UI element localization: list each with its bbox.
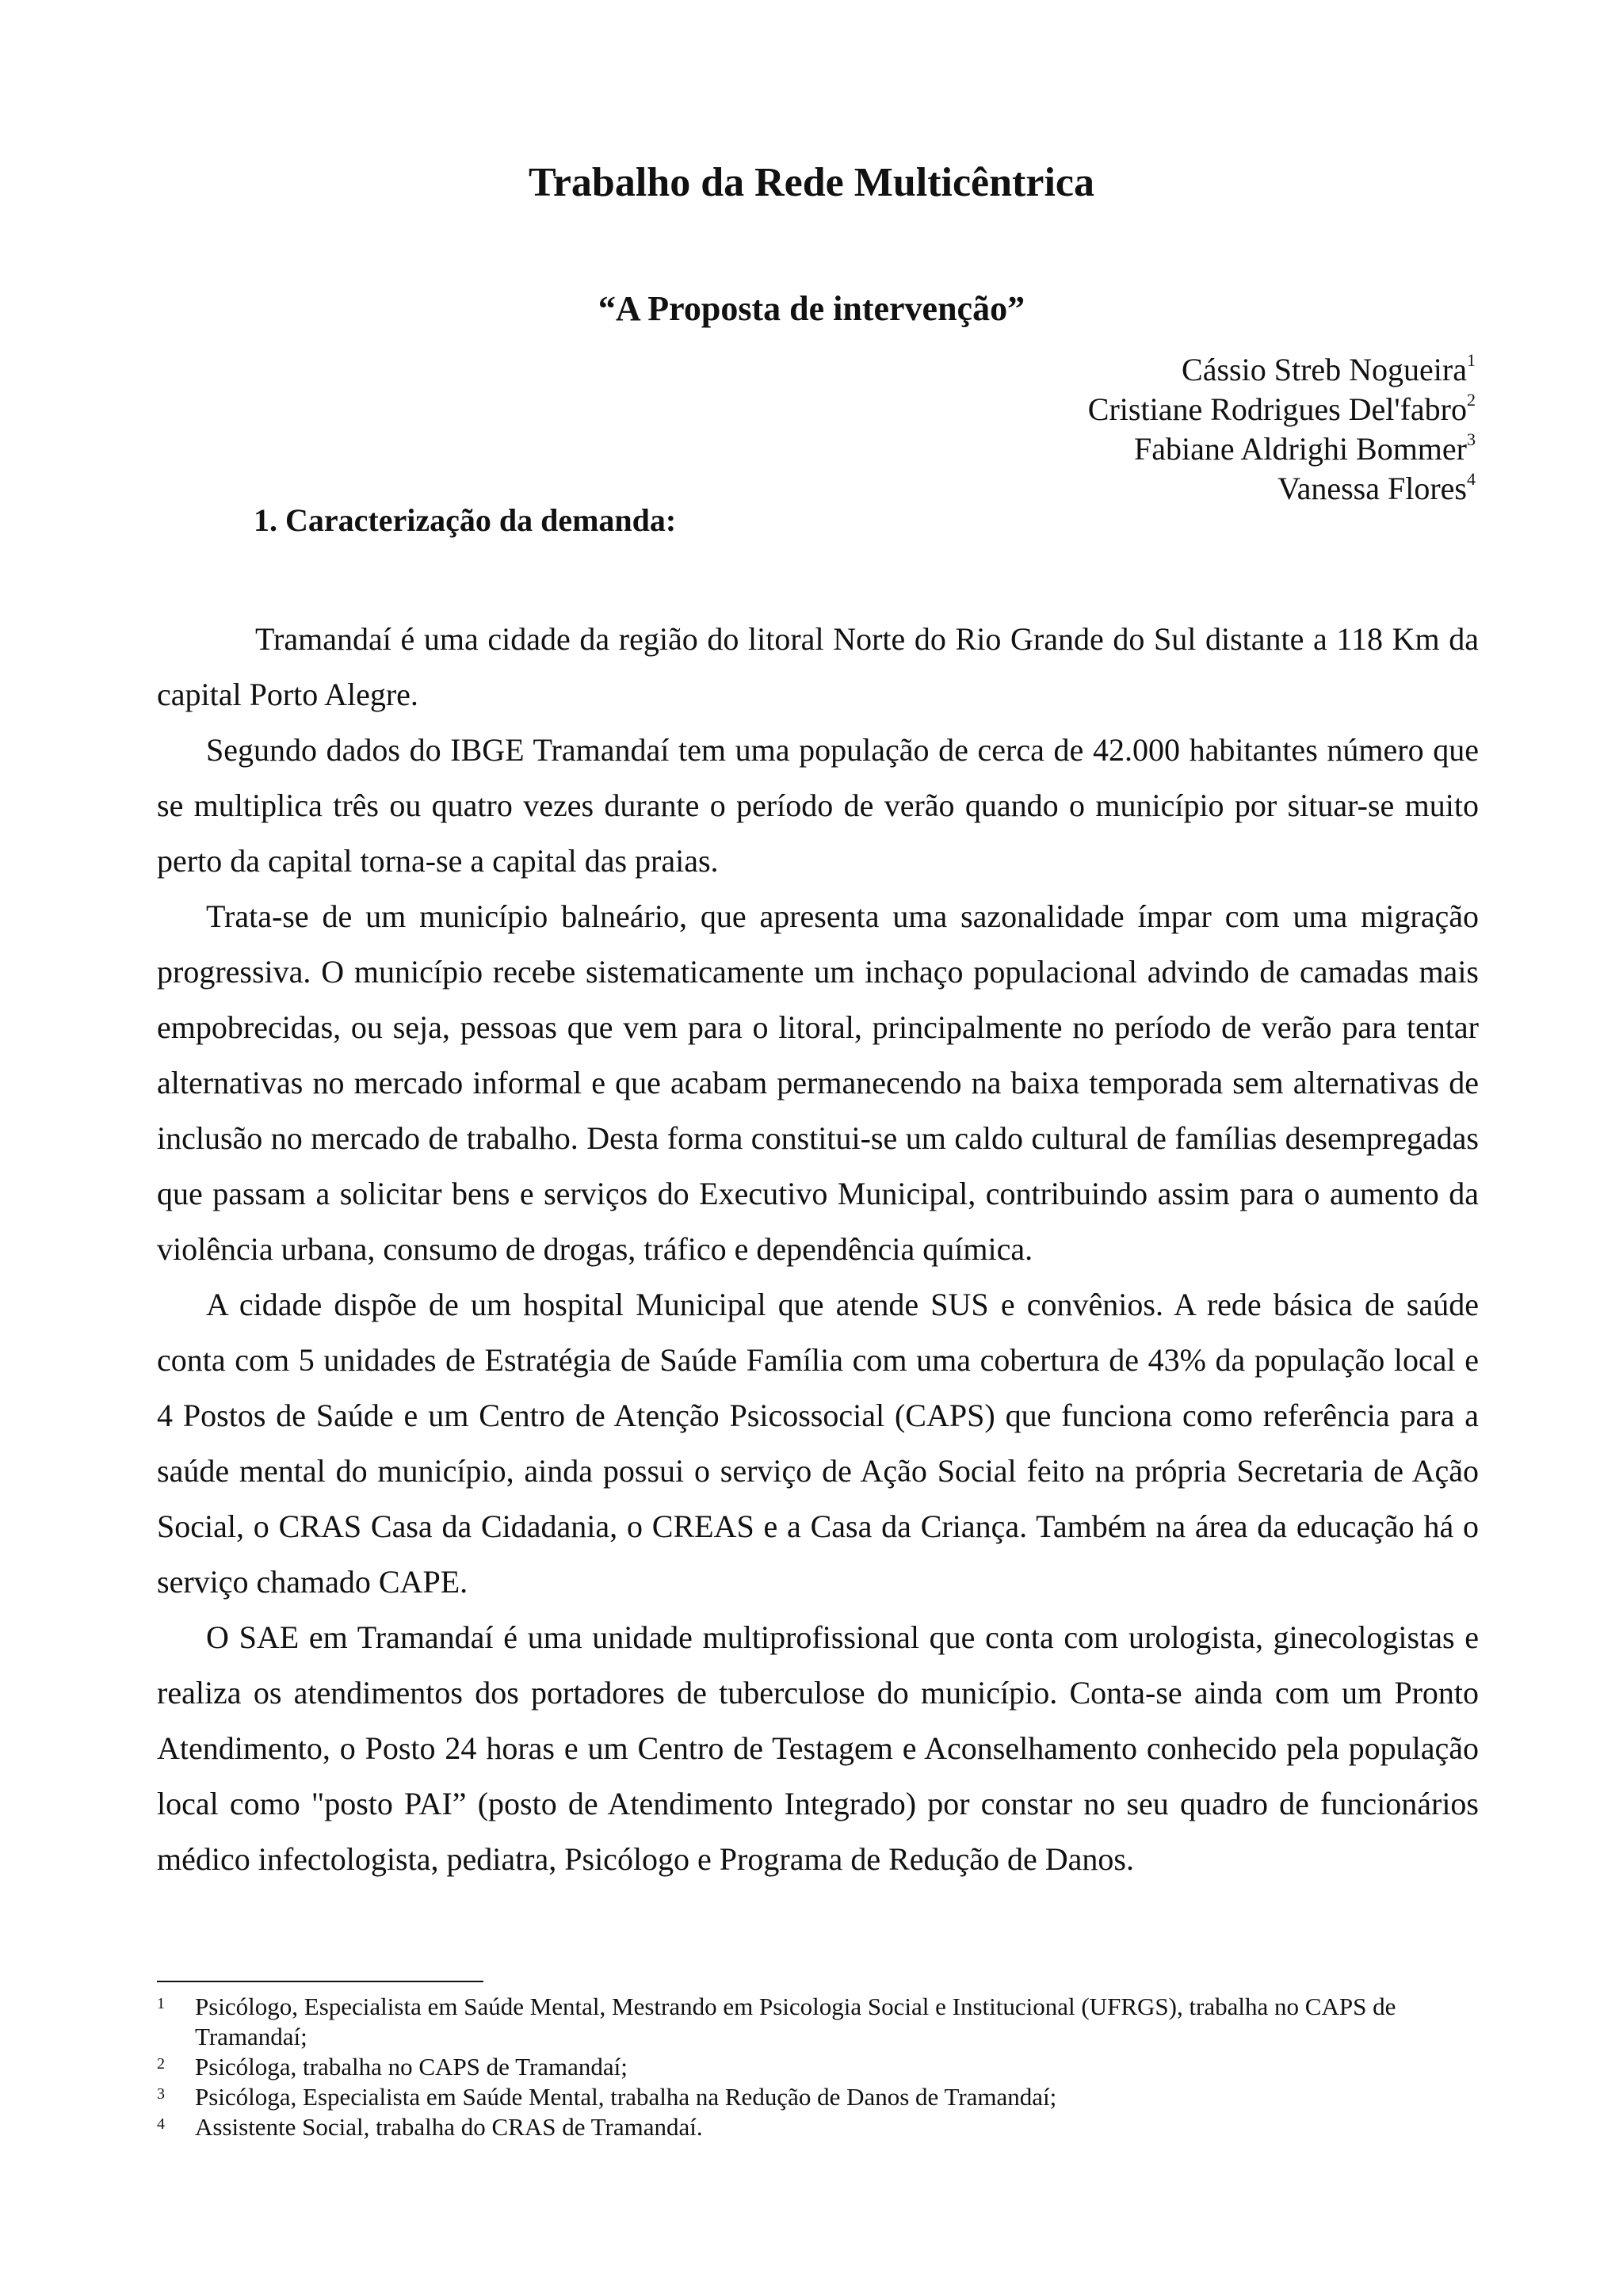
footnote-marker: 4: [1467, 468, 1476, 489]
body-text: [157, 612, 1479, 1887]
author-name: Cássio Streb Nogueira: [1182, 352, 1467, 387]
footnote: [157, 2052, 1479, 2082]
footnote-marker: 2: [1467, 389, 1476, 410]
footnote-number: 4: [157, 2115, 165, 2133]
footnote: [157, 2112, 1479, 2142]
document-subtitle: “A Proposta de intervenção”: [598, 289, 1025, 328]
footnote-number: 1: [157, 1995, 165, 2012]
author-entry: [1088, 390, 1476, 429]
footnote-text: Assistente Social, trabalha do CRAS de Tramandaí.: [195, 2113, 703, 2141]
footnote-divider: [157, 1981, 483, 1982]
author-entry: [1088, 350, 1476, 390]
footnote-marker: 3: [1467, 429, 1476, 449]
author-name: Fabiane Aldrighi Bommer: [1134, 431, 1467, 467]
paragraph: Trata-se de um município balneário, que apresenta uma sazonalidade ímpar com uma migração progressiva. O município recebe sistematicamente um inchaço populacional advindo de camadas mais empobrecidas, ou seja, pessoas que vem para o litoral, principalmente no período de verão para tentar alternativas no mercado informal e que acabam permanecendo na baixa temporada sem alternativas de inclusão no mercado de trabalho. Desta forma constitui-se um caldo cultural de famílias desempregadas que passam a solicitar bens e serviços do Executivo Municipal, contribuindo assim para o aumento da violência urbana, consumo de drogas, tráfico e dependência química.: [157, 898, 1479, 1267]
paragraph: Tramandaí é uma cidade da região do litoral Norte do Rio Grande do Sul distante a 118 Km da capital Porto Alegre.: [157, 621, 1479, 712]
author-name: Vanessa Flores: [1277, 471, 1467, 506]
footnote-list: [157, 1992, 1479, 2142]
footnote-number: 2: [157, 2055, 165, 2073]
author-entry: [1088, 469, 1476, 509]
author-entry: [1088, 429, 1476, 469]
footnote: [157, 1992, 1479, 2052]
footnote-marker: 1: [1467, 349, 1476, 370]
footnote-text: Psicóloga, Especialista em Saúde Mental, trabalha na Redução de Danos de Tramandaí;: [195, 2083, 1057, 2111]
paragraph: A cidade dispõe de um hospital Municipal que atende SUS e convênios. A rede básica de saúde conta com 5 unidades de Estratégia de Saúde Família com uma cobertura de 43% da população local e 4 Postos de Saúde e um Centro de Atenção Psicossocial (CAPS) que funciona como referência para a saúde mental do município, ainda possui o serviço de Ação Social feito na própria Secretaria de Ação Social, o CRAS Casa da Cidadania, o CREAS e a Casa da Criança. Também na área da educação há o serviço chamado CAPE.: [157, 1287, 1479, 1600]
footnote-text: Psicólogo, Especialista em Saúde Mental, Mestrando em Psicologia Social e Institucional (UFRGS), trabalha no CAPS de Tramandaí;: [195, 1993, 1396, 2050]
section-heading: 1. Caracterização da demanda:: [254, 502, 677, 538]
author-list: [1088, 350, 1476, 509]
document-title: Trabalho da Rede Multicêntrica: [529, 160, 1094, 205]
footnote-number: 3: [157, 2085, 165, 2103]
author-name: Cristiane Rodrigues Del'fabro: [1087, 391, 1467, 427]
footnote: [157, 2082, 1479, 2112]
paragraph: O SAE em Tramandaí é uma unidade multiprofissional que conta com urologista, ginecologistas e realiza os atendimentos dos portadores de tuberculose do município. Conta-se ainda com um Pronto Atendimento, o Posto 24 horas e um Centro de Testagem e Aconselhamento conhecido pela população local como "posto PAI” (posto de Atendimento Integrado) por constar no seu quadro de funcionários médico infectologista, pediatra, Psicólogo e Programa de Redução de Danos.: [157, 1619, 1479, 1877]
footnote-text: Psicóloga, trabalha no CAPS de Tramandaí;: [195, 2053, 628, 2081]
paragraph: Segundo dados do IBGE Tramandaí tem uma população de cerca de 42.000 habitantes número que se multiplica três ou quatro vezes durante o período de verão quando o município por situar-se muito perto da capital torna-se a capital das praias.: [157, 732, 1479, 879]
